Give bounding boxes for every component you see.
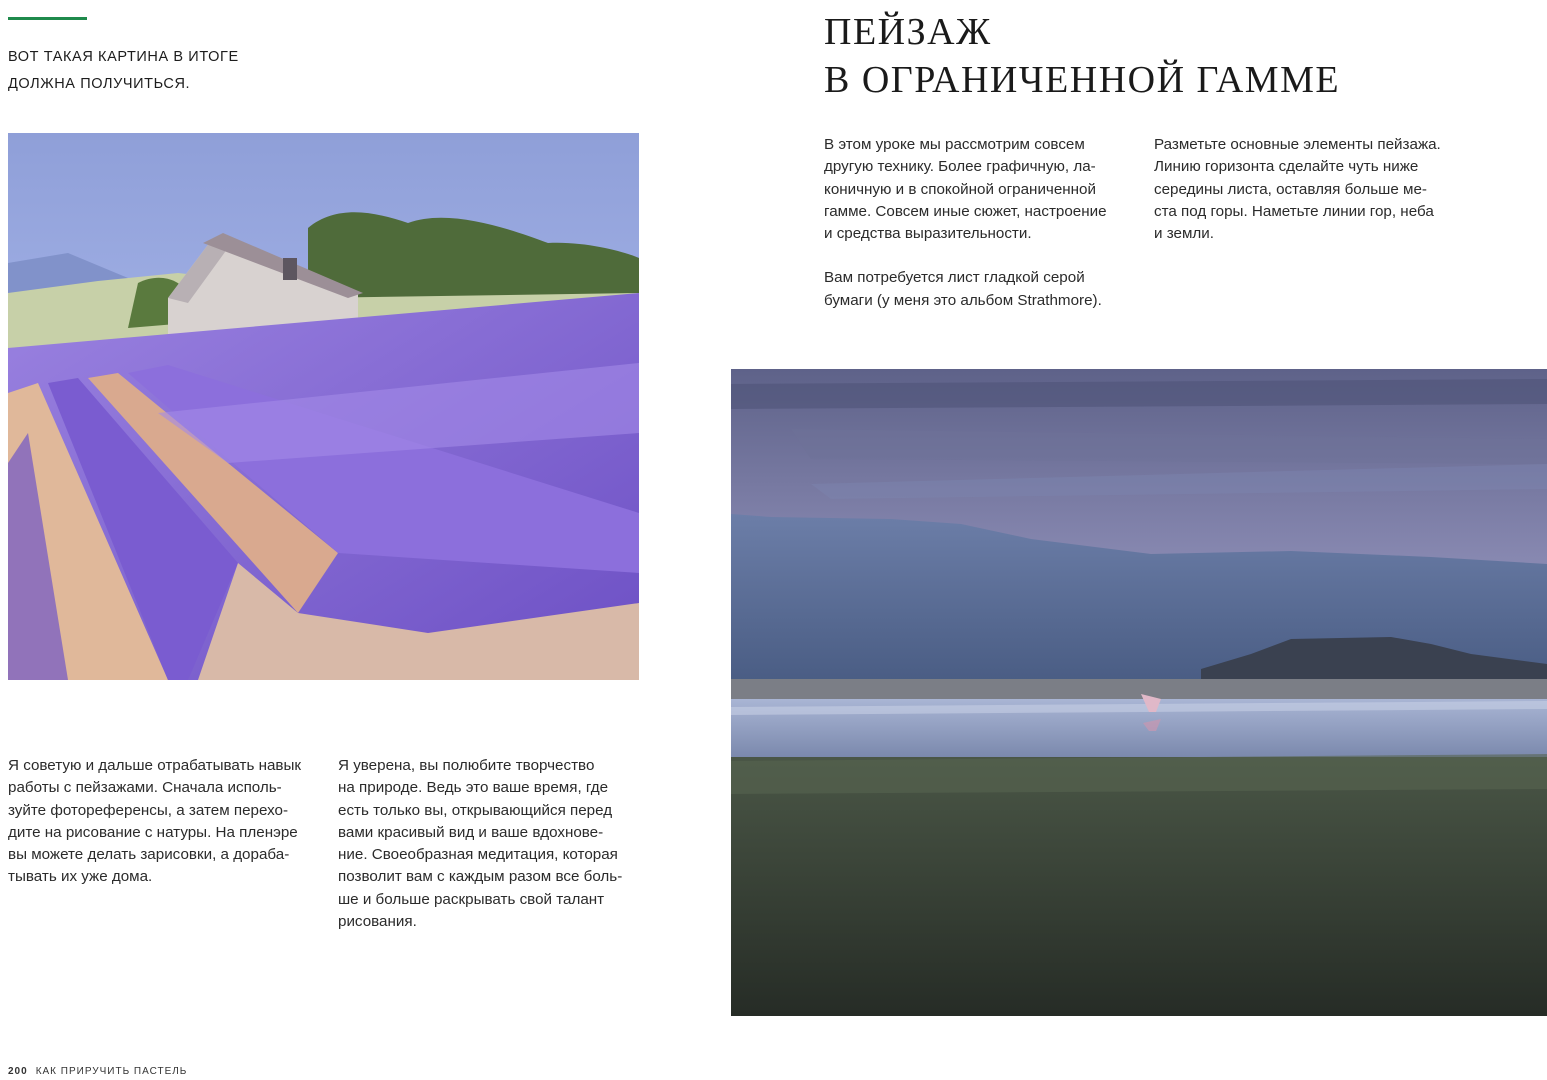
text-line: гамме. Совсем иные сюжет, настроение: [824, 202, 1107, 220]
text-line: и земли.: [1154, 225, 1214, 243]
instructions-column: [1154, 134, 1441, 245]
text-line: зуйте фотореференсы, а затем перехо-: [8, 801, 289, 819]
text-line: другую технику. Более графичную, ла-: [824, 158, 1096, 176]
accent-rule: [8, 17, 87, 20]
text-line: позволит вам с каждым разом все боль-: [338, 868, 623, 886]
text-line: на природе. Ведь это ваше время, где: [338, 779, 609, 797]
running-title: КАК ПРИРУЧИТЬ ПАСТЕЛЬ: [35, 1066, 188, 1077]
text-line: коничную и в спокойной ограниченной: [824, 180, 1096, 198]
reflection-column: [338, 755, 622, 933]
page-footer: [8, 1066, 187, 1077]
text-line: ше и больше раскрывать свой талант: [338, 890, 605, 908]
advice-column: [8, 755, 301, 889]
text-line: Разметьте основные элементы пейзажа.: [1154, 136, 1441, 153]
text-line: В этом уроке мы рассмотрим совсем: [824, 136, 1085, 153]
text-line: тывать их уже дома.: [8, 868, 153, 886]
text-line: Вам потребуется лист гладкой серой: [824, 269, 1085, 287]
text-line: вы можете делать зарисовки, а дораба-: [8, 846, 290, 864]
title-line: ПЕЙЗАЖ: [824, 11, 992, 53]
text-line: середины листа, оставляя больше ме-: [1154, 180, 1427, 198]
text-line: есть только вы, открывающийся перед: [338, 801, 613, 819]
text-line: работы с пейзажами. Сначала исполь-: [8, 779, 282, 797]
page-number: 200: [8, 1066, 28, 1077]
image-caption: [8, 44, 328, 98]
lake-landscape-photo: [731, 369, 1547, 1016]
caption-line: ДОЛЖНА ПОЛУЧИТЬСЯ.: [8, 76, 191, 92]
lavender-field-painting: [8, 133, 639, 680]
text-line: Я уверена, вы полюбите творчество: [338, 757, 595, 774]
text-line: вами красивый вид и ваше вдохнове-: [338, 823, 604, 841]
title-line: В ОГРАНИЧЕННОЙ ГАММЕ: [824, 59, 1341, 101]
text-line: ние. Своеобразная медитация, которая: [338, 846, 618, 864]
page-title: [824, 8, 1524, 104]
text-line: бумаги (у меня это альбом Strathmore).: [824, 291, 1102, 309]
text-line: дите на рисование с натуры. На пленэре: [8, 823, 298, 841]
text-line: рисования.: [338, 913, 417, 931]
caption-line: ВОТ ТАКАЯ КАРТИНА В ИТОГЕ: [8, 49, 239, 65]
text-line: Я советую и дальше отрабатывать навык: [8, 757, 302, 774]
text-line: Линию горизонта сделайте чуть ниже: [1154, 158, 1419, 176]
text-line: и средства выразительности.: [824, 225, 1032, 243]
text-line: ста под горы. Наметьте линии гор, неба: [1154, 202, 1434, 220]
intro-column: [824, 134, 1107, 312]
